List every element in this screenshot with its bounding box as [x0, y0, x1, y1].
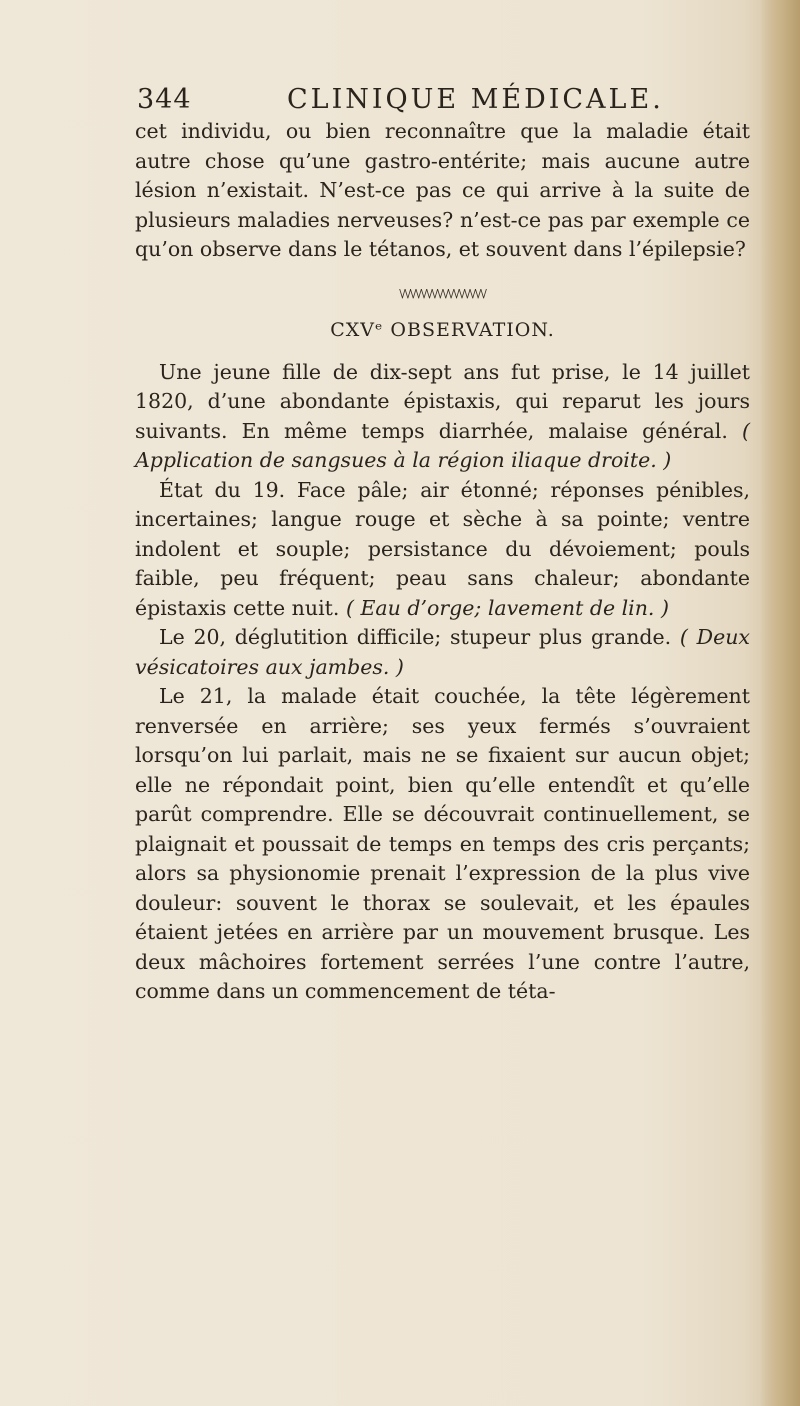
running-title: CLINIQUE MÉDICALE.: [287, 84, 664, 115]
observation-paragraph-4: [135, 682, 750, 1007]
p1-prescription: ( Application de sangsues à la région iliaque droite. ): [135, 418, 750, 472]
page-number: 344: [137, 84, 192, 115]
observation-paragraph-2: [135, 476, 750, 624]
observation-paragraph-3: [135, 623, 750, 682]
observation-heading: CXVᵉ OBSERVATION.: [330, 319, 555, 341]
observation-paragraph-1: [135, 358, 750, 476]
section-separator: \/\/\/\/\/\/\/\/\/\/\/\/\/\/\/\/: [399, 286, 486, 300]
page-edge-shadow: [760, 0, 800, 1406]
p1-text: Une jeune fille de dix-sept ans fut prise, le 14 juillet 1820, d’une abondante épistaxis, qui reparut les jours suivants. En même temps diarrhée, malaise général.: [135, 359, 750, 443]
p3-prescription: ( Deux vésicatoires aux jambes. ): [135, 625, 750, 679]
p2-prescription: ( Eau d’orge; lavement de lin. ): [345, 595, 669, 620]
body-text: [135, 117, 750, 1007]
p3-text: Le 20, déglutition difficile; stupeur plus grande.: [159, 625, 672, 649]
intro-paragraph: cet individu, ou bien reconnaître que la maladie était autre chose qu’une gastro-entérite; mais aucune autre lésion n’existait. N’est-ce pas ce qui arrive à la suite de plusieurs maladies nerveuses? n’est-ce pas par exemple ce qu’on observe dans le tétanos, et souvent dans l’épilepsie?: [135, 119, 750, 261]
p4-text: Le 21, la malade était couchée, la tête légèrement renversée en arrière; ses yeux fermés s’ouvraient lorsqu’on lui parlait, mais ne se fixaient sur aucun objet; elle ne répondait point, bien qu’elle entendît et qu’elle parût comprendre. Elle se découvrait continuellement, se plaignait et poussait de temps en temps des cris perçants; alors sa physionomie prenait l’expression de la plus vive douleur: souvent le thorax se soulevait, et les épaules étaient jetées en arrière par un mouvement brusque. Les deux mâchoires fortement serrées l’une contre l’autre, comme dans un commencement de téta-: [135, 684, 750, 1003]
p2-text: État du 19. Face pâle; air étonné; réponses pénibles, incertaines; langue rouge et sèche à sa pointe; ventre indolent et souple; persistance du dévoiement; pouls faible, peu fréquent; peau sans chaleur; abondante épistaxis cette nuit.: [135, 477, 750, 620]
